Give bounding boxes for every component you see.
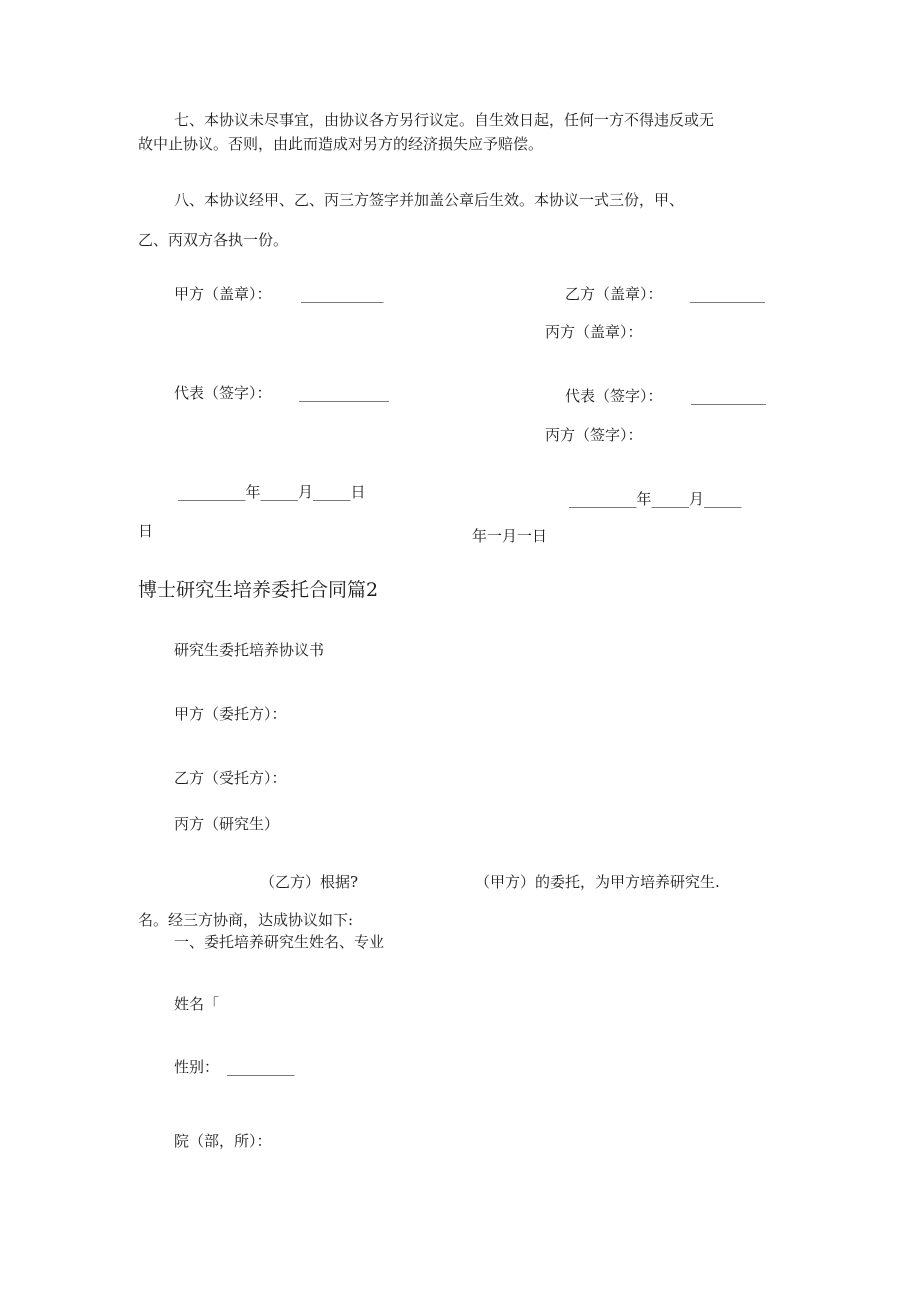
date-right: _________年_____月_____ — [569, 490, 742, 508]
gender-blank: _________ — [227, 1058, 295, 1076]
gender-label: 性别： — [174, 1058, 220, 1076]
basis-left: （乙方）根据? — [260, 873, 359, 891]
department-label: 院（部，所）： — [174, 1132, 272, 1150]
party-b-entrusted: 乙方（受托方）： — [174, 769, 287, 787]
date-left-wrap: 日 — [138, 522, 154, 540]
rep-a-sign-label: 代表（签字）： — [174, 384, 272, 402]
section-heading: 博士研究生培养委托合同篇2 — [138, 579, 379, 601]
party-b-seal-label: 乙方（盖章）： — [565, 285, 663, 303]
party-c-seal-label: 丙方（盖章）： — [545, 323, 643, 341]
agreement-title: 研究生委托培养协议书 — [174, 641, 325, 659]
party-c-cut-text: 丙方（研究生） — [174, 815, 280, 833]
clause7-line1: 七、本协议未尽事宜，由协议各方另行议定。自生效日起，任何一方不得违反或无 — [174, 111, 715, 129]
clause7-line2: 故中止协议。否则，由此而造成对另方的经济损失应予赔偿。 — [138, 135, 544, 153]
rep-a-sign-blank: ____________ — [299, 384, 389, 402]
clause8-line2: 乙、丙双方各执一份。 — [138, 231, 289, 249]
party-a-entrusting: 甲方（委托方）： — [174, 705, 287, 723]
basis-line2: 名。经三方协商，达成协议如下: — [138, 911, 354, 929]
rep-b-sign-label: 代表（签字）： — [565, 387, 663, 405]
party-b-seal-blank: __________ — [690, 285, 765, 303]
party-a-seal-label: 甲方（盖章）： — [174, 285, 272, 303]
date-right-cut-text: 年一月一日 — [472, 527, 548, 545]
clause8-line1: 八、本协议经甲、乙、丙三方签字并加盖公章后生效。本协议一式三份，甲、 — [174, 191, 685, 209]
item-1: 一、委托培养研究生姓名、专业 — [174, 933, 385, 951]
date-left: _________年_____月_____日 — [178, 483, 366, 501]
party-c-sign-label: 丙方（签字）： — [545, 426, 643, 444]
date-right-cut — [472, 526, 548, 545]
party-a-seal-blank: ___________ — [301, 285, 384, 303]
basis-right: （甲方）的委托，为甲方培养研究生. — [475, 873, 720, 891]
party-c-cut — [174, 815, 280, 834]
rep-b-sign-blank: __________ — [691, 387, 766, 405]
name-label: 姓名「 — [174, 995, 220, 1013]
